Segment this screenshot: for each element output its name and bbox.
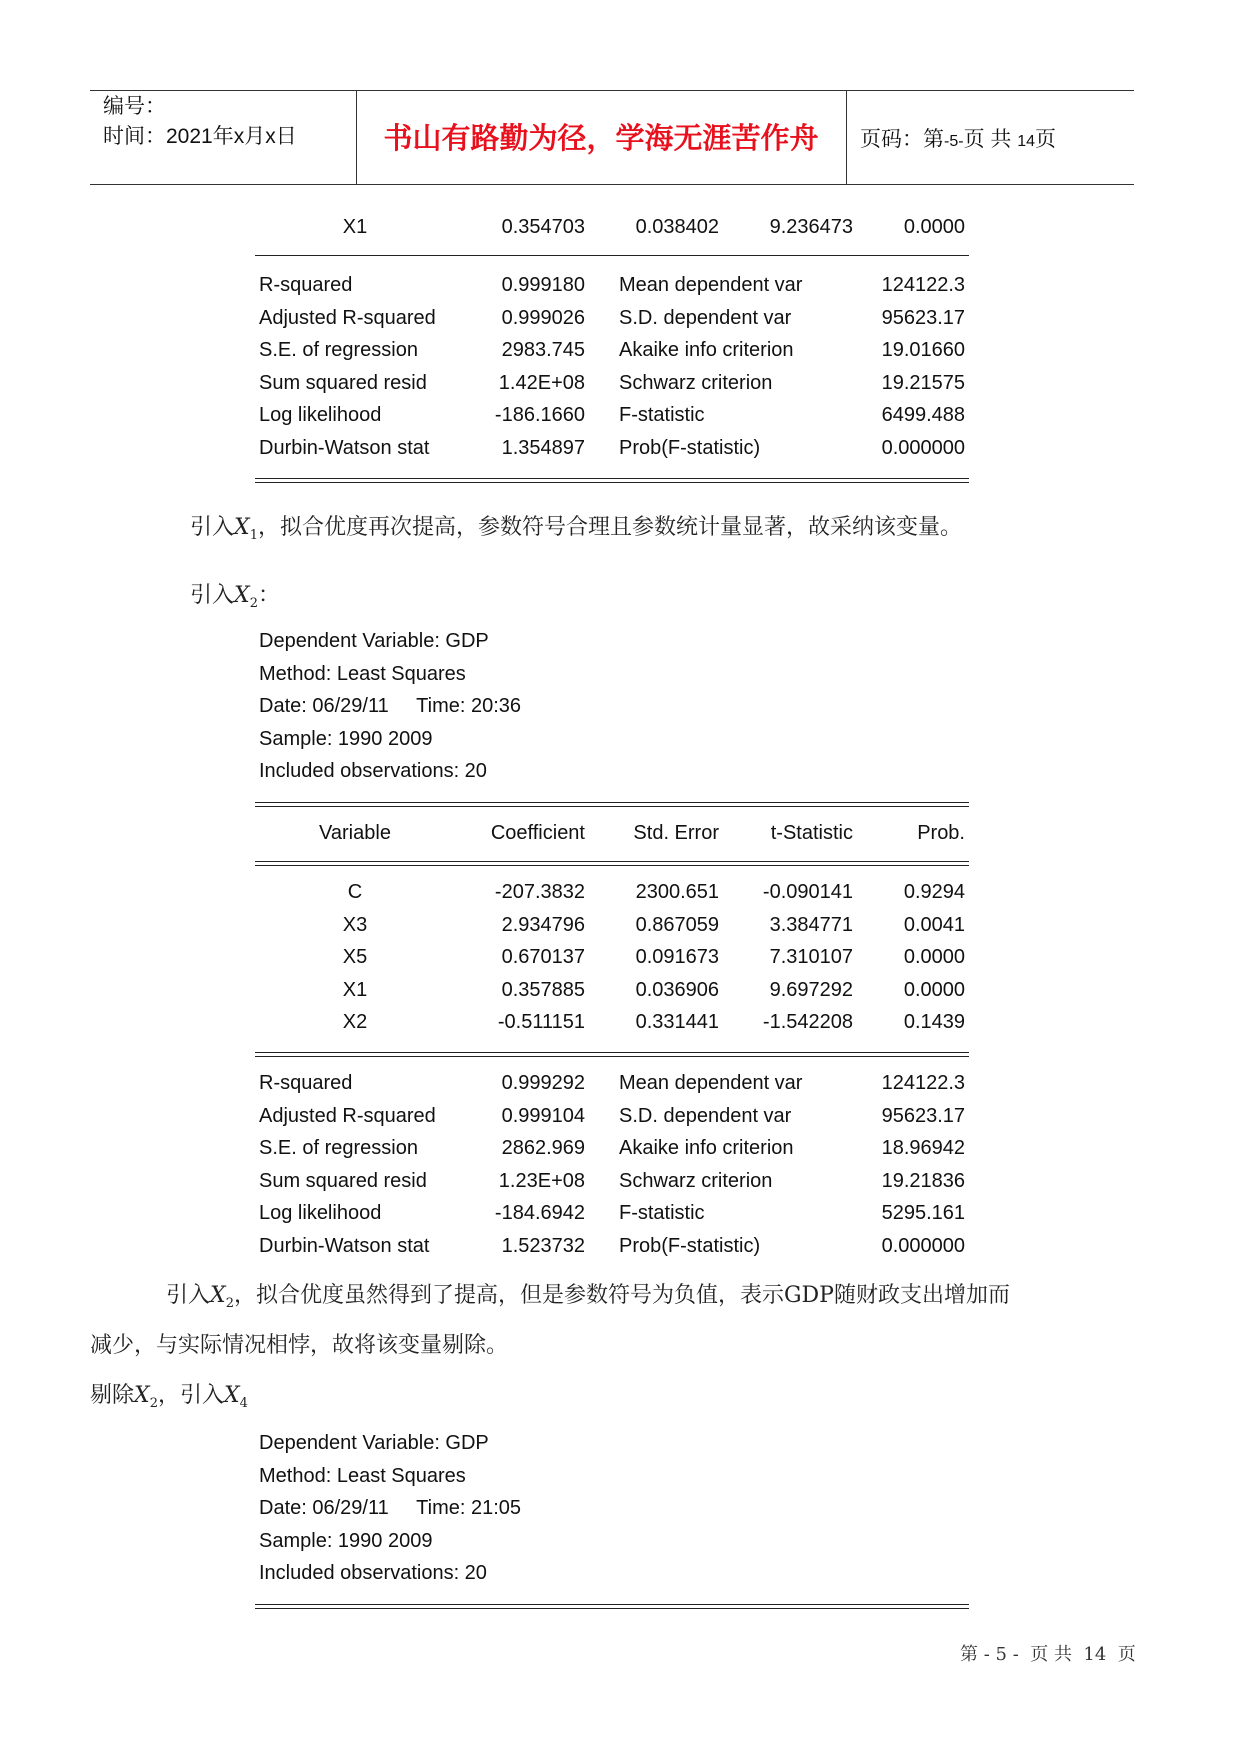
stat-label: Schwarz criterion (619, 1169, 773, 1192)
stat-value: 124122.3 (881, 274, 965, 296)
para1-rest: ，拟合优度再次提高，参数符号合理且参数统计量显著，故采纳该变量。 (257, 515, 962, 540)
para4-var-a-sub: 2 (149, 1396, 158, 1411)
regression-table-2-header (255, 818, 969, 851)
meta-observations: Included observations: 20 (259, 760, 487, 782)
coef-std-error: 0.036906 (635, 978, 719, 1001)
coef-t-stat: -0.090141 (762, 881, 853, 903)
para4-var-b-letter: X (223, 1383, 240, 1408)
regression-2-meta (259, 625, 521, 788)
stat-value: 1.23E+08 (498, 1169, 585, 1192)
coef-variable: X5 (342, 946, 368, 968)
stat-value: 18.96942 (881, 1137, 965, 1159)
para1-var-letter: X (234, 515, 250, 540)
para1-var-sub: 1 (249, 528, 258, 543)
stats-row (255, 1198, 969, 1231)
coef-row (255, 910, 969, 943)
stat-label: S.E. of regression (259, 1137, 418, 1159)
coef-std-error: 0.091673 (635, 946, 719, 968)
header-page-number: -5- (944, 133, 964, 150)
stat-value: 0.000000 (881, 436, 965, 459)
stat-label: Prob(F-statistic) (619, 1234, 761, 1257)
paragraph-introduce-x2 (190, 578, 280, 611)
header-std-error: Std. Error (633, 822, 719, 844)
stat-label: Durbin-Watson stat (259, 436, 430, 459)
header-page-prefix: 页码：第 (860, 128, 944, 151)
regression-3-meta (259, 1427, 521, 1590)
coef-variable: X3 (342, 913, 368, 936)
header-coefficient: Coefficient (490, 822, 585, 844)
coef-variable: X1 (342, 978, 368, 1001)
stats-row (255, 335, 969, 368)
table-1-rule (255, 255, 969, 256)
stat-value: 0.999104 (501, 1104, 585, 1127)
para2-lead: 引入 (190, 583, 235, 608)
coef-variable: C (347, 881, 363, 903)
para4-var-a-letter: X (134, 1383, 150, 1408)
header-page-indicator (860, 123, 1056, 153)
stat-label: Prob(F-statistic) (619, 436, 761, 459)
meta-method: Method: Least Squares (259, 1464, 466, 1487)
meta-sample: Sample: 1990 2009 (259, 727, 433, 750)
header-t-statistic: t-Statistic (770, 822, 853, 844)
coef-prob: 0.1439 (903, 1011, 965, 1033)
regression-table-1-stats (255, 270, 969, 465)
stat-value: 6499.488 (881, 404, 965, 426)
stat-label: S.D. dependent var (619, 306, 792, 329)
regression-table-2-stats (255, 1068, 969, 1263)
coef-row (255, 975, 969, 1008)
stat-value: 0.999026 (501, 306, 585, 329)
meta-date-time: Date: 06/29/11 Time: 20:36 (259, 695, 522, 717)
para2-var (234, 583, 258, 611)
header-page-total: 14 (1017, 133, 1036, 150)
stat-value: 0.000000 (881, 1234, 965, 1257)
meta-date-time: Date: 06/29/11 Time: 21:05 (259, 1497, 522, 1519)
stat-value: 19.21575 (881, 371, 965, 394)
coef-row (255, 212, 969, 245)
header-number-label: 编号： (103, 95, 166, 118)
stat-label: R-squared (259, 274, 353, 296)
coef-row (255, 1007, 969, 1040)
para3-var-sub: 2 (225, 1296, 234, 1311)
coef-std-error: 0.867059 (635, 913, 719, 936)
stat-label: Log likelihood (259, 1202, 382, 1224)
paragraph-reject-x2-line2 (90, 1328, 508, 1359)
para4-var-b-sub: 4 (239, 1396, 248, 1411)
coef-row (255, 942, 969, 975)
stat-value: 2862.969 (501, 1137, 585, 1159)
meta-sample: Sample: 1990 2009 (259, 1529, 433, 1552)
coef-t-stat: -1.542208 (762, 1011, 853, 1033)
coef-value: -207.3832 (494, 881, 585, 903)
stat-value: 19.01660 (881, 339, 965, 361)
stat-label: Akaike info criterion (619, 1137, 794, 1159)
stats-row (255, 400, 969, 433)
stat-value: 124122.3 (881, 1072, 965, 1094)
header-divider-right (846, 90, 847, 184)
stats-row (255, 1068, 969, 1101)
para3-line2: 减少，与实际情况相悖，故将该变量剔除。 (90, 1333, 509, 1358)
meta-dependent-variable: Dependent Variable: GDP (259, 630, 489, 652)
coef-value: 2.934796 (501, 913, 585, 936)
stat-label: Log likelihood (259, 404, 382, 426)
paragraph-remove-x2-add-x4 (90, 1378, 248, 1411)
meta-method: Method: Least Squares (259, 662, 466, 685)
para4-lead: 剔除 (90, 1383, 135, 1408)
para2-var-sub: 2 (249, 596, 258, 611)
coef-prob: 0.0000 (903, 946, 965, 968)
para1-lead: 引入 (190, 515, 235, 540)
coef-value: -0.511151 (497, 1011, 585, 1033)
stat-label: Sum squared resid (259, 371, 427, 394)
stat-value: 95623.17 (881, 1104, 965, 1127)
stat-label: Mean dependent var (619, 1072, 803, 1094)
coef-std-error: 0.331441 (635, 1011, 719, 1033)
page-footer: 第 - 5 - 页 共 14 页 (960, 1644, 1136, 1665)
coef-prob: 0.0000 (903, 216, 965, 238)
stat-value: 95623.17 (881, 306, 965, 329)
table-2-header-rule (255, 861, 969, 866)
coef-value: 0.670137 (501, 946, 585, 968)
coef-variable: X1 (342, 216, 368, 238)
stat-value: 0.999292 (501, 1072, 585, 1094)
coef-t-stat: 9.236473 (769, 216, 853, 238)
header-motto: 书山有路勤为径，学海无涯苦作舟 (383, 121, 819, 155)
stats-row (255, 1101, 969, 1134)
stat-label: R-squared (259, 1072, 353, 1094)
coef-value: 0.357885 (501, 978, 585, 1001)
paragraph-adopt-x1 (190, 510, 962, 543)
header-top-rule (90, 90, 1134, 91)
stat-value: 2983.745 (501, 339, 585, 361)
para3-var-letter: X (210, 1283, 226, 1308)
coef-prob: 0.9294 (903, 881, 965, 903)
stat-value: 1.523732 (501, 1234, 585, 1257)
stats-row (255, 270, 969, 303)
stat-label: F-statistic (619, 1202, 705, 1224)
coef-row (255, 877, 969, 910)
coef-prob: 0.0041 (903, 913, 965, 936)
stat-label: Adjusted R-squared (259, 306, 436, 329)
header-variable: Variable (319, 822, 391, 844)
stat-value: 1.42E+08 (498, 371, 585, 394)
table-3-top-rule (255, 1604, 969, 1609)
coef-t-stat: 3.384771 (769, 913, 853, 936)
meta-dependent-variable: Dependent Variable: GDP (259, 1432, 489, 1454)
stats-row (255, 303, 969, 336)
coef-prob: 0.0000 (903, 978, 965, 1001)
stat-label: Mean dependent var (619, 274, 803, 296)
para4-var-b (223, 1383, 248, 1411)
para2-var-letter: X (234, 583, 250, 608)
stat-value: -184.6942 (494, 1202, 585, 1224)
para3-rest-line1: ，拟合优度虽然得到了提高，但是参数符号为负值，表示GDP随财政支出增加而 (233, 1283, 1010, 1308)
stats-row (255, 1231, 969, 1264)
table-2-header-row (255, 818, 969, 851)
table-1-bottom-rule (255, 478, 969, 483)
stat-label: Adjusted R-squared (259, 1104, 436, 1127)
stat-label: S.D. dependent var (619, 1104, 792, 1127)
regression-table-2-coefficients (255, 877, 969, 1040)
coef-value: 0.354703 (501, 216, 585, 238)
coef-std-error: 0.038402 (635, 216, 719, 238)
regression-table-1-coefficients (255, 212, 969, 245)
stat-label: Sum squared resid (259, 1169, 427, 1192)
paragraph-reject-x2-line1 (166, 1278, 1010, 1311)
stat-label: Schwarz criterion (619, 371, 773, 394)
stats-row (255, 1133, 969, 1166)
para4-var-a (134, 1383, 158, 1411)
header-info (103, 92, 297, 152)
para2-rest: ： (257, 583, 280, 608)
coef-t-stat: 7.310107 (769, 946, 853, 968)
header-page-suffix: 页 (1035, 128, 1057, 151)
stat-label: Akaike info criterion (619, 339, 794, 361)
table-2-mid-rule (255, 1052, 969, 1057)
header-bottom-rule (90, 184, 1134, 185)
table-2-top-rule (255, 802, 969, 807)
stat-value: 5295.161 (881, 1202, 965, 1224)
stat-label: F-statistic (619, 404, 705, 426)
meta-observations: Included observations: 20 (259, 1562, 487, 1584)
para3-var (210, 1283, 234, 1311)
stats-row (255, 1166, 969, 1199)
stats-row (255, 368, 969, 401)
coef-variable: X2 (342, 1011, 368, 1033)
para4-mid: ，引入 (157, 1383, 224, 1408)
header-time-label: 时间：2021年x月x日 (103, 125, 297, 148)
header-page-mid: 页 共 (963, 128, 1012, 151)
coef-t-stat: 9.697292 (769, 978, 853, 1001)
stats-row (255, 433, 969, 466)
para1-var (234, 515, 258, 543)
para3-lead: 引入 (166, 1283, 211, 1308)
header-prob: Prob. (917, 822, 965, 844)
stat-value: 19.21836 (881, 1169, 965, 1192)
coef-std-error: 2300.651 (635, 881, 719, 903)
stat-label: Durbin-Watson stat (259, 1234, 430, 1257)
stat-value: 0.999180 (501, 274, 585, 296)
stat-value: 1.354897 (501, 436, 585, 459)
stat-value: -186.1660 (494, 404, 585, 426)
stat-label: S.E. of regression (259, 339, 418, 361)
